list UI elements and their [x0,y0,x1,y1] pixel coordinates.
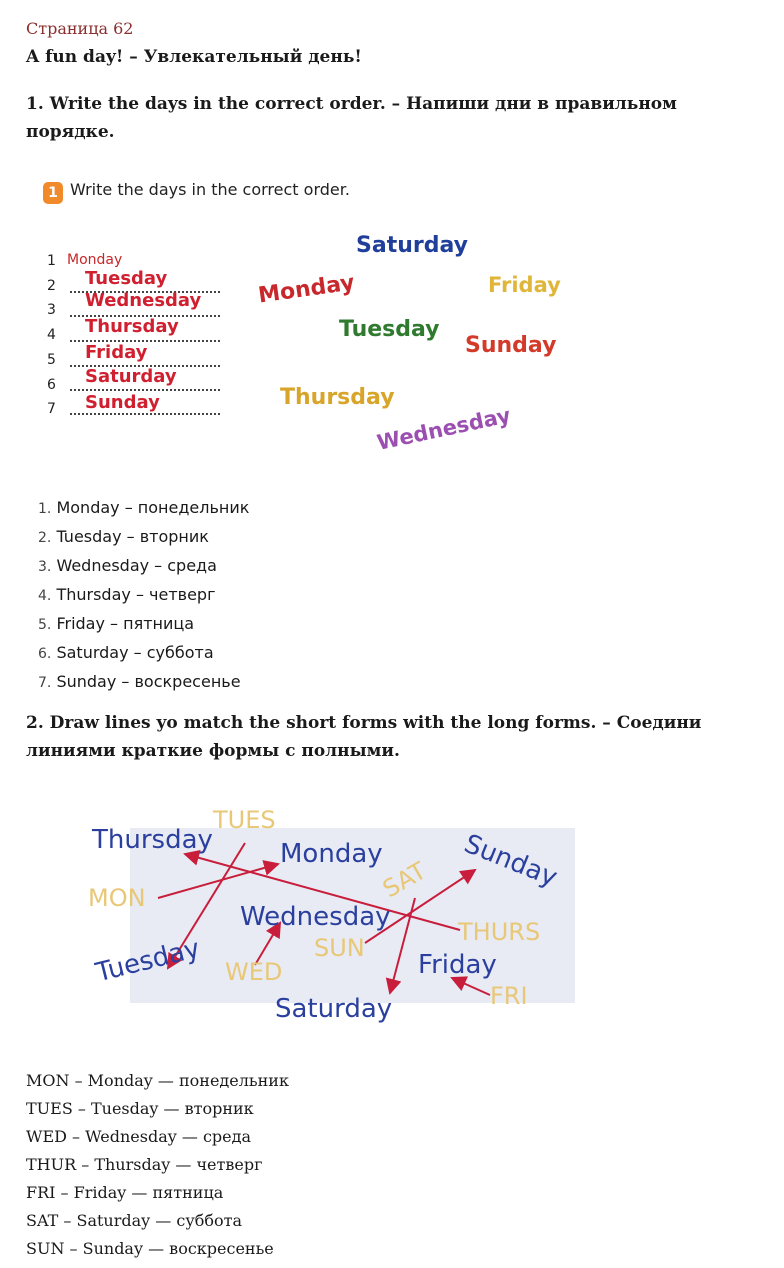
list-text: Sunday – воскресенье [56,672,241,691]
translation-list [38,493,249,696]
answer-text: Tuesday [85,268,168,289]
short-form-word: SUN [314,934,365,962]
exercise-number-badge: 1 [43,182,63,204]
exercise1-heading-line2: порядке. [26,122,115,142]
list-item: THUR – Thursday — четверг [26,1155,263,1174]
short-form-word: TUES [213,806,276,834]
arrow-mon-monday [158,864,278,898]
list-item [38,580,249,609]
list-number: 2. [38,530,52,546]
exercise2-heading [26,709,746,765]
row-number: 6 [47,377,56,393]
page-label: Страница 62 [26,19,134,38]
row-number: 4 [47,327,56,343]
answer-line [70,389,220,391]
long-form-word: Wednesday [240,902,391,932]
long-form-word: Tuesday [92,933,203,989]
list-text: Monday – понедельник [56,498,250,517]
list-text: Wednesday – среда [56,556,217,575]
list-item: SAT – Saturday — суббота [26,1211,243,1230]
list-text: Friday – пятница [56,614,195,633]
exercise1-instruction: Write the days in the correct order. [70,180,350,199]
row-number: 3 [47,302,56,318]
list-item: SUN – Sunday — воскресенье [26,1239,274,1258]
list-number: 6. [38,646,52,662]
list-number: 3. [38,559,52,575]
scattered-word: Friday [488,273,561,297]
list-item: WED – Wednesday — среда [26,1127,252,1146]
list-text: Tuesday – вторник [56,527,209,546]
short-form-word: THURS [458,918,541,946]
list-item [38,522,249,551]
short-form-word: FRI [490,982,528,1010]
scattered-word: Tuesday [339,317,440,342]
list-number: 4. [38,588,52,604]
long-form-word: Thursday [92,825,213,855]
long-form-word: Saturday [275,994,393,1024]
exercise1-heading-line1: 1. Write the days in the correct order. – Напиши дни в правильном [26,94,677,114]
exercise1-image [26,165,586,465]
long-form-word: Sunday [459,828,562,894]
list-text: Thursday – четверг [56,585,216,604]
list-number: 7. [38,675,52,691]
answer-text: Friday [85,342,148,363]
row-number: 1 [47,253,56,269]
list-item: FRI – Friday — пятница [26,1183,224,1202]
page-title: A fun day! – Увлекательный день! [26,47,362,67]
scattered-word: Sunday [465,333,557,358]
row-number: 2 [47,278,56,294]
scattered-word: Thursday [280,385,395,410]
short-form-word: WED [225,958,283,986]
answer-line [70,413,220,415]
scattered-word: Wednesday [374,403,513,455]
exercise1-heading [26,90,746,146]
row-number: 5 [47,352,56,368]
list-item: TUES – Tuesday — вторник [26,1099,254,1118]
answer-text: Saturday [85,366,177,387]
list-number: 1. [38,501,52,517]
list-item [38,638,249,667]
list-text: Saturday – суббота [56,643,214,662]
exercise2-heading-line1: 2. Draw lines yo match the short forms with the long forms. – Соедини [26,713,702,733]
short-form-word: SAT [378,856,431,904]
scattered-word: Monday [256,270,357,309]
arrow-fri-friday [452,978,490,995]
exercise2-image [40,798,610,1028]
list-item [38,493,249,522]
list-item [38,667,249,696]
short-form-word: MON [88,884,146,912]
list-item [38,551,249,580]
list-item [38,609,249,638]
given-answer: Monday [67,252,123,268]
row-number: 7 [47,401,56,417]
long-form-word: Friday [418,950,497,980]
list-number: 5. [38,617,52,633]
answer-text: Wednesday [85,290,202,311]
exercise2-heading-line2: линиями краткие формы с полными. [26,741,400,761]
answer-text: Sunday [85,392,160,413]
matches-list [26,1067,289,1263]
answer-text: Thursday [85,316,179,337]
long-form-word: Monday [280,839,383,869]
list-item: MON – Monday — понедельник [26,1071,289,1090]
scattered-word: Saturday [356,233,468,258]
